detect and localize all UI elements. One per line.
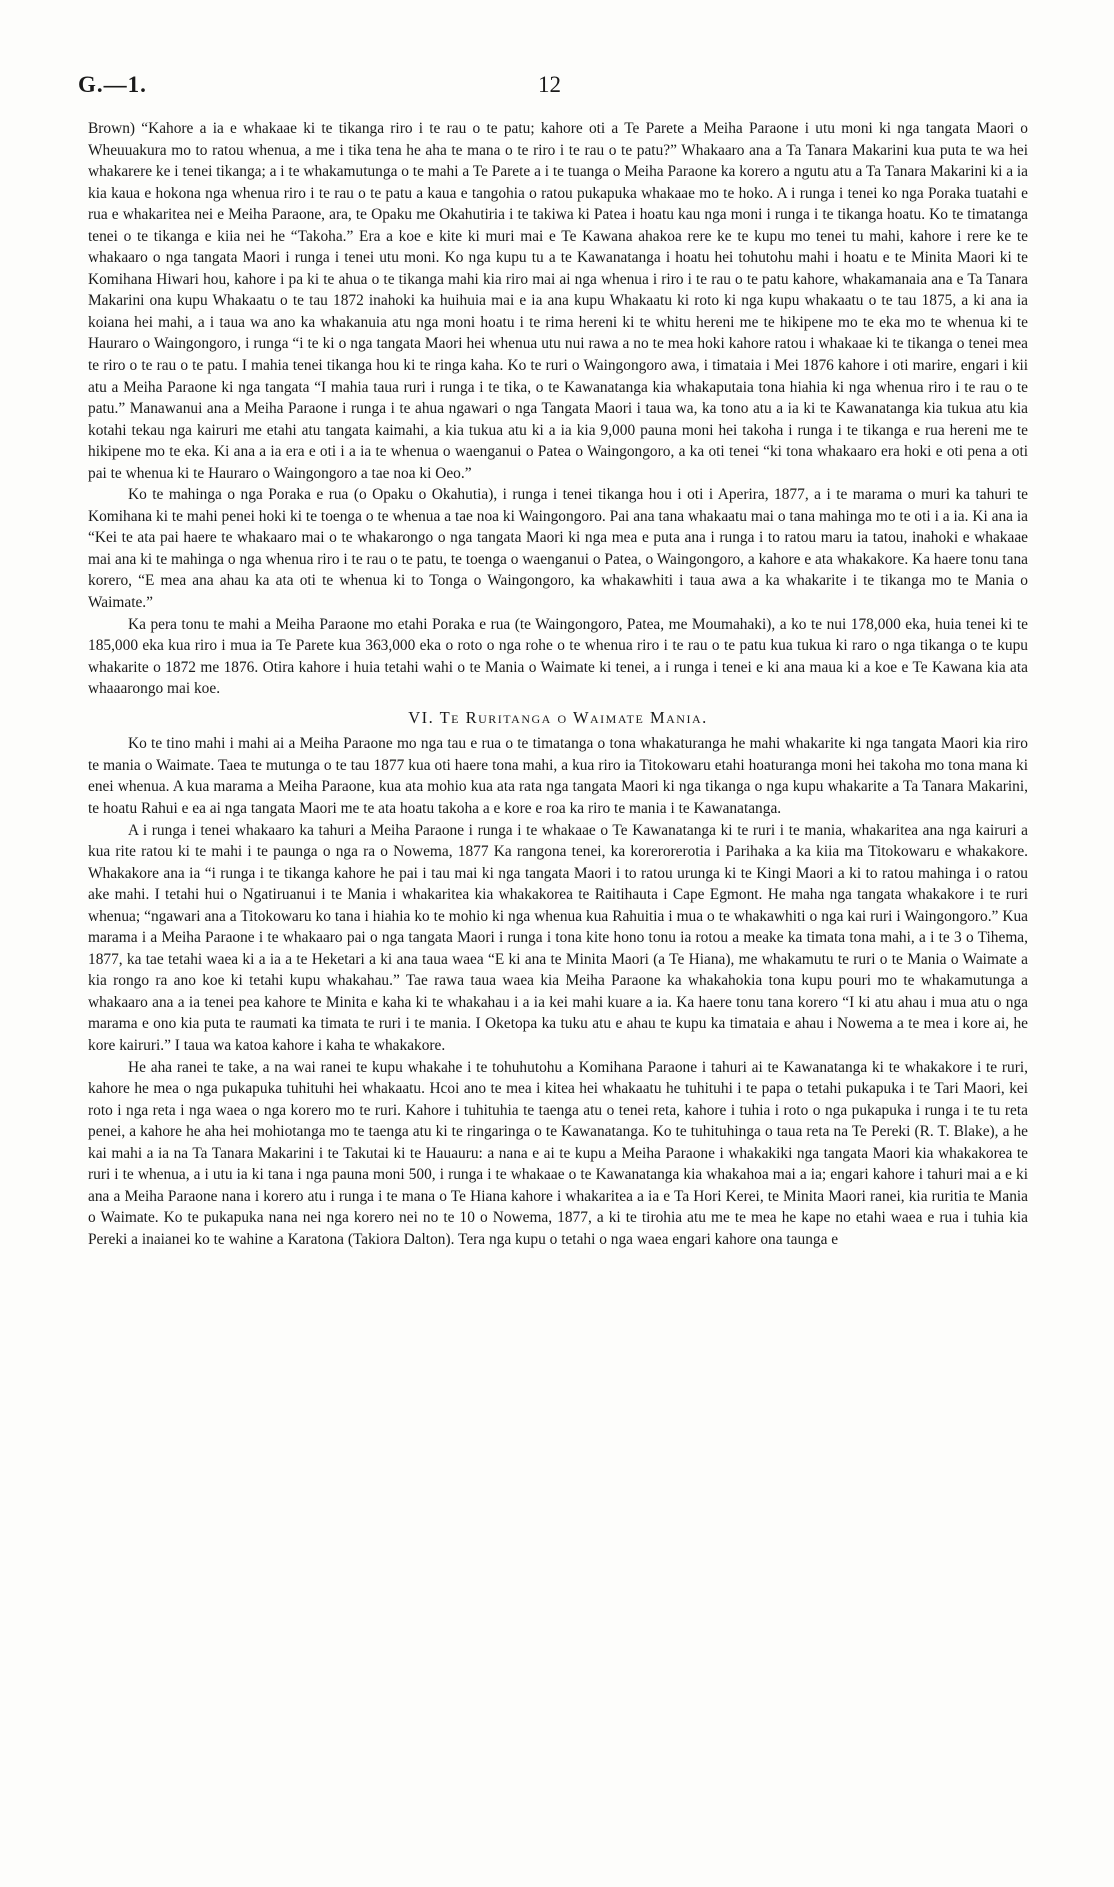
paragraph: A i runga i tenei whakaaro ka tahuri a Meiha Paraone i runga i te whakaae o Te Kawanatanga ki te ruri i te mania, whakaritea ana nga kairuri a kua rite ratou ki te mahi i te paunga o nga ra o Nowema, 1877 Ka rangona tenei, ka korerorerotia i Parihaka a ka kiia ma Titokowaru e whakakore. Whakakore ana ia “i runga i te tikanga kahore he pai i tau mai ki nga tangata Maori i to ratou urunga ki te Kingi Maori a ki to ratou mahinga i o ratou ake mahi. I tetahi hui o Ngatiruanui i te Mania i whakaritea kia whakakorea te Raitihauta i Cape Egmont. He maha nga tangata whakakore i te ruri whenua; “ngawari ana a Titokowaru ko tana i hiahia ko te mohio ki nga whenua kua Rahuitia i mua o te whakawhiti o nga kai ruri i Waingongoro.” Kua marama i a Meiha Paraone i te whakaaro pai o nga tangata Maori i runga i tona kite hono tonu ia rotou a meake ka timata tona mahi, a i te 3 o Tihema, 1877, ka tae tetahi waea ki a ia a te Heketari a ki ana taua waea “E ki ana te Minita Maori (a Te Hiana), me whakamutu te ruri o te Mania o Waimate a kia rongo ra ano koe ki tetahi kupu whakahau.” Tae rawa taua waea kia Meiha Paraone ka whakahokia tona kupu pouri mo te whakamutunga a whakaaro ana a ia tenei pea kahore te Minita e kaha ki te whakahau i a ia kei mahi kuare a ia. Ka haere tonu tana korero “I ki atu ahau i mua atu o nga marama e ono kia puta te raumati ka timata te ruri i te mania. I Oketopa ka tuku atu e ahau te kupu ka timataia e ahau i Nowema a te mea i kore ai, he kore kairuri.” I taua wa katoa kahore i kaha te whakakore. [88, 821, 1028, 1054]
paragraph: Brown) “Kahore a ia e whakaae ki te tikanga riro i te rau o te patu; kahore oti a Te Parete a Meiha Paraone i utu moni ki nga tangata Maori o Wheuuakura mo to ratou whenua, a me i tika tena he aha te mana o te riro i te rau o te patu?” Whakaaro ana a Ta Tanara Makarini kua puta te wa hei whakarere ke i tenei tikanga; a i te whakamutunga o te mahi a Te Parete a i te tuanga o Meiha Paraone ka korero a ngutu atu a Ta Tanara Makarini ki a ia kia kaua e hokona nga whenua riro i te rau o te patu a kaua e tangohia o ratou pukapuka whakaae mo te hoko. A i runga i tenei ko nga Poraka tuatahi e rua e whakaritea nei e Meiha Paraone, ara, te Opaku me Okahutiria i te takiwa ki Patea i hoatu kau nga moni i runga i te tikanga hoatu. Ko te timatanga tenei o te tikanga e kiia nei he “Takoha.” Era a koe e kite ki muri mai e Te Kawana ahakoa rere ke te kupu mo tenei tu mahi, kahore i rere ke te whakaaro o nga tangata Maori i runga i tenei utu moni. Ko nga kupu tu a te Kawanatanga i hoatu hei tohutohu mahi i hoatu e te Minita Maori ki te Komihana Hiwari hou, kahore i pa ki te ahua o te tikanga mahi kia riro mai ai nga whenua i riro i te rau o te patu kahore, whakamanaia ana e Ta Tanara Makarini ona kupu Whakaatu o te tau 1872 inahoki ka huihuia mai e ia ana kupu Whakaatu ki roto ki nga kupu whakaatu o te tau 1875, a ki ana ia koiana hei mahi, a i taua wa ano ka whakanuia atu nga moni hoatu i te rima hereni ki te whitu hereni me te hikipene mo te eka mo te whenua ki te Hauraro o Waingongoro, i runga “i te ki o nga tangata Maori hei whenua utu nui rawa a no te mea hoki kahore ratou i whakaae ki te tikanga o tenei mea te riro o te rau o te patu. I mahia tenei tikanga hou ki te ringa kaha. Ko te ruri o Waingongoro awa, i timataia i Mei 1876 kahore i oti marire, engari i kii atu a Meiha Paraone ki nga tangata “I mahia taua ruri i runga i te tika, o te Kawanatanga kia whakaputaia tona hiahia ki nga whenua riro i te rau o te patu.” Manawanui ana a Meiha Paraone i runga i te ahua ngawari o nga Tangata Maori i taua wa, ka tono atu a ia ki te Kawanatanga kia tukua atu kia kotahi tekau nga kairuri me etahi atu tangata kaimahi, a kia tukua atu ki a ia kia 9,000 pauna moni hei takoha i runga i te tikanga e rua hereni me te hikipene mo te eka. Ki ana a ia era e oti i a ia te whenua o waenganui o Patea o Waingongoro, a ka oti tenei “ki tona whakaaro era hoki e oti pena a oti pai te whenua ki te Hauraro o Waingongoro a tae noa ki Oeo.” [88, 120, 1028, 482]
page-body [88, 118, 1028, 1250]
paragraph: Ka pera tonu te mahi a Meiha Paraone mo etahi Poraka e rua (te Waingongoro, Patea, me Moumahaki), a ko te nui 178,000 eka, huia tenei ki te 185,000 eka kua riro i mua ia Te Parete kua 363,000 eka o roto o nga rohe o te whenua riro i te rau o te patu kua tukua ki raro o nga tikanga o te kupu whakarite o 1872 me 1876. Otira kahore i huia tetahi wahi o te Mania o Waimate ki tenei, a i runga i tenei e ki ana maua ki a koe e Te Kawana kia ata whaaarongo mai koe. [88, 615, 1028, 698]
page-header [78, 72, 1018, 106]
page-number: 12 [538, 72, 561, 97]
paragraph: He aha ranei te take, a na wai ranei te kupu whakahe i te tohuhutohu a Komihana Paraone i tahuri ai te Kawanatanga ki te whakakore i te ruri, kahore he mea o nga pukapuka tuhituhi hei whakaatu. Hcoi ano te mea i kitea hei whakaatu he tuhituhi i te papa o tetahi pukapuka i te Tari Maori, kei roto i nga reta i nga waea o nga korero mo te ruri. Kahore i tuhituhia te taenga atu o tenei reta, kahore i tuhia i roto o nga pukapuka i runga i te tu reta penei, a kahore he aha hei mohiotanga mo te taenga atu ki te ringaringa o te Kawanatanga. Ko te tuhituhinga o taua reta na Te Pereki (R. T. Blake), a he kai mahi a ia na Ta Tanara Makarini i te Takutai ki te Hauauru: a nana e ai te kupu a Meiha Paraone i whakakiki nga tangata Maori kia whakakorea te ruri i te whenua, a i utu ia ki tana i nga pauna moni 500, i runga i te whakaae o te Kawanatanga kia whakahoa mai a ia; engari kahore i tahuri mai a e ki ana a Meiha Paraone nana i korero atu i runga i te mana o Te Hiana kahore i whakaritea a ia e Ta Hori Kerei, te Minita Maori ranei, kia ruritia te Mania o Waimate. Ko te pukapuka nana nei nga korero nei no te 10 o Nowema, 1877, a ki te tirohia atu me te mea he kape no etahi waea e rua i tuhia kia Pereki a inaianei ko te wahine a Karatona (Takiora Dalton). Tera nga kupu o tetahi o nga waea engari kahore ona taunga e [88, 1058, 1028, 1248]
section-heading: VI. Te Ruritanga o Waimate Mania. [408, 707, 708, 727]
document-id: G.—1. [78, 72, 147, 97]
paragraph: Ko te tino mahi i mahi ai a Meiha Paraone mo nga tau e rua o te timatanga o tona whakaturanga he mahi whakarite ki nga tangata Maori kia riro te mania o Waimate. Taea te mutunga o te tau 1877 kua oti haere tona mahi, a kua riro ia Titokowaru etahi hoaturanga moni hei takoha mo tona mana ki enei whenua. A kua marama a Meiha Paraone, kua ata mohio kua ata rata nga tangata Maori ki nga tikanga o nga kupu whakarite a Ta Tanara Makarini, te hoatu Rahui e ea ai nga tangata Maori me te ata hoatu takoha a e kore e roa ka riro te mania i te Kawanatanga. [88, 735, 1028, 817]
paragraph: Ko te mahinga o nga Poraka e rua (o Opaku o Okahutia), i runga i tenei tikanga hou i oti i Aperira, 1877, a i te marama o muri ka tahuri te Komihana ki te mahi penei hoki ki te toenga o te whenua a tae noa ki Waingongoro. Pai ana tana whakaatu mai o tana mahinga mo te oti i a ia. Ki ana ia “Kei te ata pai haere te whakaaro mai o te whakarongo o nga tangata Maori ki nga mea e puta ana i runga i to ratou maru ia tatou, inahoki e whakaae mai ana ki te mahinga o nga whenua riro i te rau o te patu, te toenga o waenganui o Patea, o Waingongoro, a kahore e ata whakakore. Ka haere tonu tana korero, “E mea ana ahau ka ata oti te whenua ki to Tonga o Waingongoro, ka whakawhiti i taua awa a ka whakarite i te tikanga mo te Mania o Waimate.” [88, 486, 1028, 612]
